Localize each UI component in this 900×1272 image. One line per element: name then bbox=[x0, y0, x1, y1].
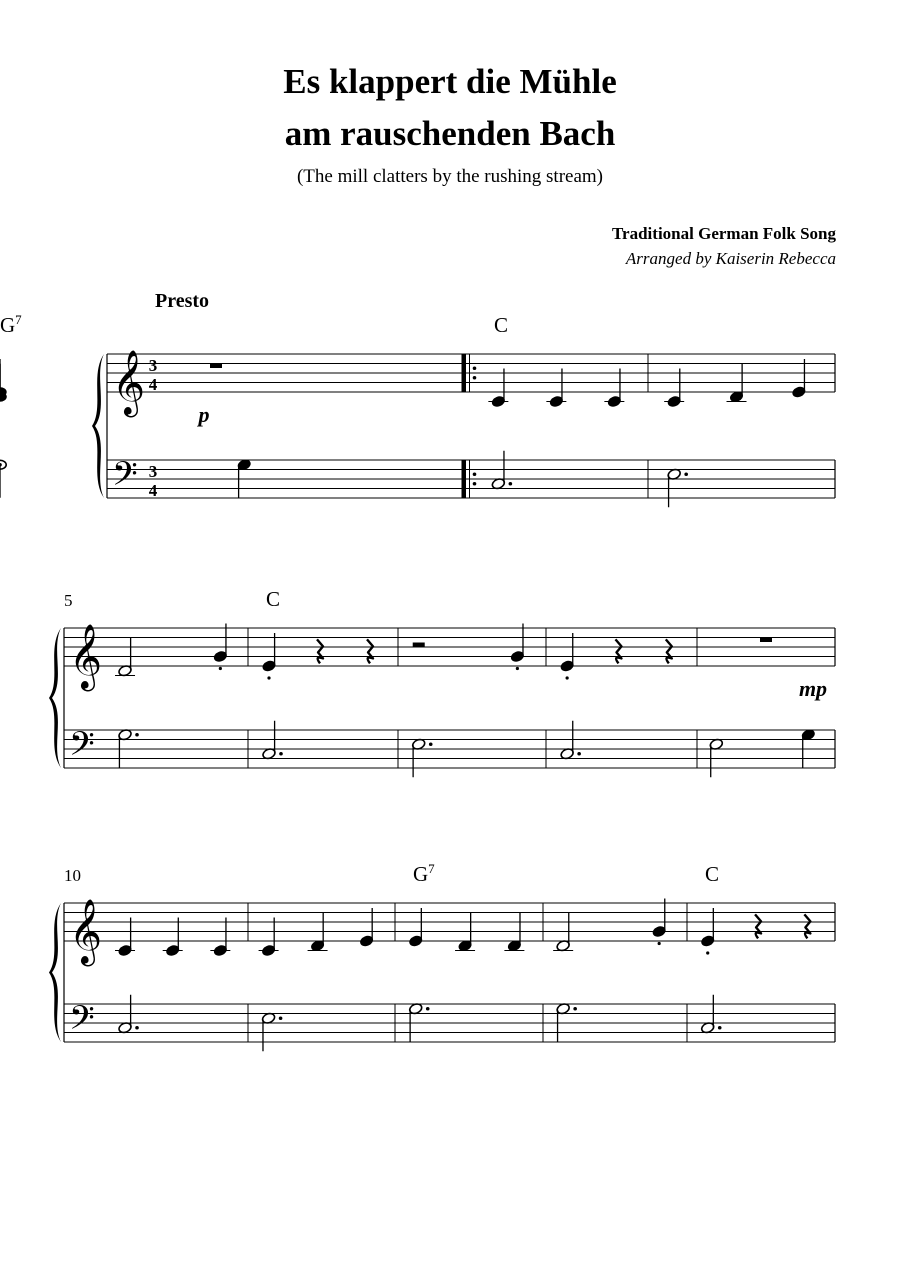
bass-clef-icon: 𝄢 bbox=[69, 999, 95, 1046]
quarter-rest bbox=[317, 639, 323, 663]
treble-note-staccato bbox=[658, 942, 661, 945]
bass-note-dot bbox=[509, 482, 513, 486]
treble-note-staccato bbox=[706, 951, 709, 954]
repeat-barline-thick bbox=[462, 354, 466, 392]
bass-clef-icon: 𝄢 bbox=[69, 725, 95, 772]
bass-note-dot bbox=[718, 1026, 722, 1030]
quarter-rest bbox=[615, 639, 621, 663]
title-line-1: Es klappert die Mühle bbox=[283, 62, 617, 101]
whole-rest bbox=[760, 638, 772, 643]
treble-clef-icon: 𝄞 bbox=[112, 350, 146, 415]
treble-note-staccato bbox=[219, 667, 222, 670]
quarter-rest bbox=[755, 914, 761, 938]
time-signature-beats: 3 bbox=[148, 356, 158, 375]
bass-note-dot bbox=[279, 1016, 283, 1020]
treble-note-staccato bbox=[566, 676, 569, 679]
bass-note-dot bbox=[429, 742, 433, 746]
half-rest bbox=[413, 643, 425, 648]
bass-note-dot bbox=[684, 472, 688, 476]
treble-note-staccato bbox=[516, 667, 519, 670]
bass-note-dot bbox=[577, 752, 581, 756]
treble-note-staccato bbox=[267, 676, 270, 679]
treble-clef-icon: 𝄞 bbox=[69, 624, 103, 689]
chord-symbol: C bbox=[494, 313, 509, 337]
measure-number: 10 bbox=[64, 866, 81, 885]
subtitle: (The mill clatters by the rushing stream) bbox=[296, 166, 604, 187]
system-brace bbox=[92, 354, 104, 498]
arranger-credit: Arranged by Kaiserin Rebecca bbox=[625, 249, 836, 268]
chord-symbol: C bbox=[266, 587, 281, 611]
chord-symbol: $G^7$ bbox=[413, 861, 435, 886]
quarter-rest bbox=[804, 914, 810, 938]
chord-extension: 7 bbox=[428, 861, 435, 876]
time-signature-beat-type: 4 bbox=[148, 481, 158, 500]
composer-credit: Traditional German Folk Song bbox=[611, 224, 836, 243]
bass-clef-icon: 𝄢 bbox=[112, 455, 138, 502]
dynamic-marking: p bbox=[198, 402, 210, 427]
quarter-rest bbox=[666, 639, 672, 663]
bass-note-dot bbox=[426, 1007, 430, 1011]
bass-note-dot bbox=[135, 733, 139, 737]
quarter-rest bbox=[367, 639, 373, 663]
system-brace bbox=[49, 628, 61, 768]
dynamic-marking: mp bbox=[798, 676, 828, 701]
chord-extension: 7 bbox=[15, 312, 22, 327]
tempo-marking: Presto bbox=[155, 290, 210, 312]
repeat-dot bbox=[473, 376, 477, 380]
bass-note-dot bbox=[573, 1007, 577, 1011]
repeat-dot bbox=[473, 482, 477, 486]
title-line-2: am rauschenden Bach bbox=[284, 114, 616, 153]
treble-clef-icon: 𝄞 bbox=[69, 899, 103, 964]
repeat-barline-thick bbox=[462, 460, 466, 498]
time-signature-beat-type: 4 bbox=[148, 375, 158, 394]
repeat-dot bbox=[473, 366, 477, 370]
measure-number: 5 bbox=[64, 591, 73, 610]
whole-rest bbox=[210, 364, 222, 369]
chord-symbol: $G^7$ bbox=[0, 312, 22, 337]
time-signature-beats: 3 bbox=[148, 462, 158, 481]
chord-symbol: C bbox=[705, 862, 720, 886]
bass-note-dot bbox=[135, 1026, 139, 1030]
bass-note-dot bbox=[279, 752, 283, 756]
system-brace bbox=[49, 903, 61, 1042]
repeat-dot bbox=[473, 472, 477, 476]
